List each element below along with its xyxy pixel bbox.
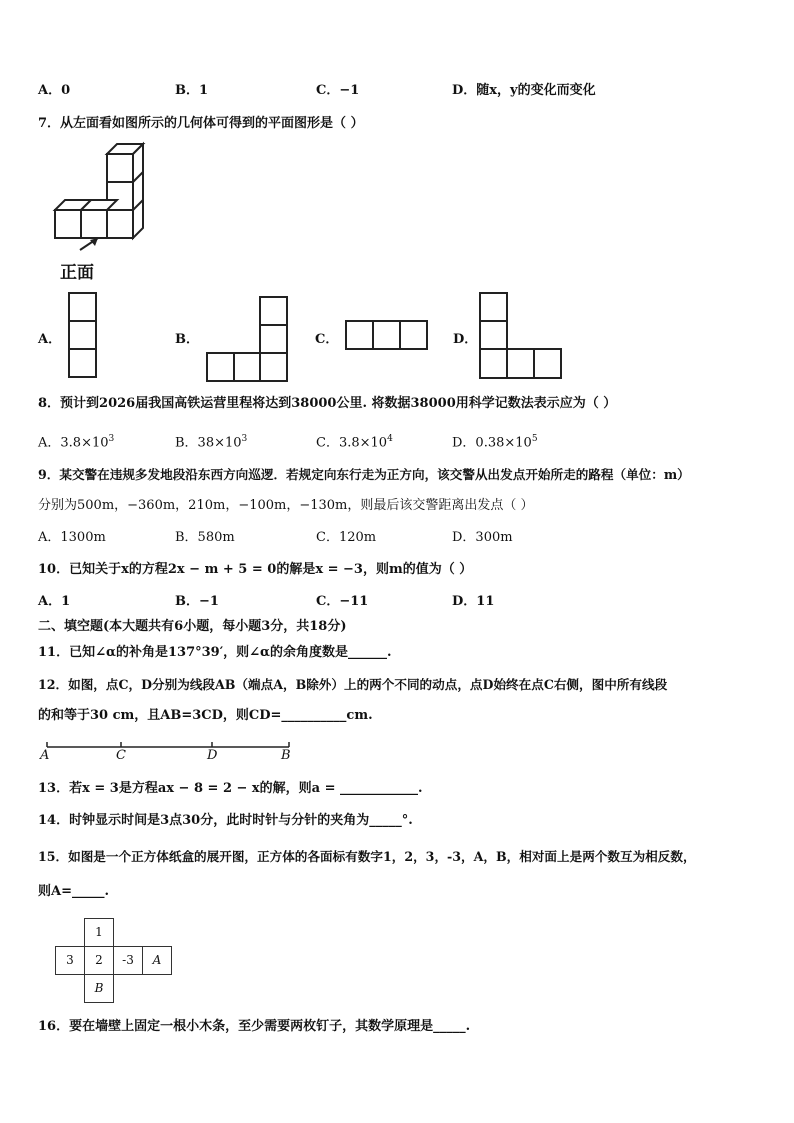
q12-segment-diagram [38,738,298,768]
q13-stem: 13．若x = 3是方程ax − 8 = 2 − x的解，则a = ____________. [38,781,423,796]
q12-line2: 的和等于30 cm，且AB=3CD，则CD=__________cm. [38,708,373,723]
q10-option-c: C．−11 [316,594,369,609]
net-cell-bottom: B [84,974,114,1003]
q9-option-b: B．580m [175,530,235,545]
net-cell-top: 1 [84,918,114,947]
q7-stem: 7．从左面看如图所示的几何体可得到的平面图形是（ ） [38,116,364,131]
q7-option-d-figure [477,290,565,382]
point-d-label: D [207,748,218,763]
q9-stem-line1: 9．某交警在违规多发地段沿东西方向巡逻．若规定向东行走为正方向，该交警从出发点开始所走的路程（单位：m） [38,467,690,482]
q6-option-d: D．随x，y的变化而变化 [452,83,596,98]
q10-stem: 10．已知关于x的方程2x − m + 5 = 0的解是x = −3，则m的值为（ ） [38,562,473,577]
q8-option-d: D．$0.38\times 10^5$ [452,434,538,451]
cube-net [55,918,173,1004]
point-b-label: B [281,748,291,763]
q6-option-c: C．−1 [316,83,360,98]
q8-option-a: A．$3.8\times 10^3$ [38,434,115,451]
net-cell-right1: -3 [113,946,143,975]
q7-option-c-figure [343,318,431,354]
front-label: 正面 [60,263,94,283]
q16-stem: 16．要在墙壁上固定一根小木条，至少需要两枚钉子，其数学原理是_____. [38,1019,471,1034]
q6-option-a: A．0 [38,83,71,98]
q7-option-c-label: C． [315,332,339,347]
q8-stem: 8．预计到2026届我国高铁运营里程将达到38000公里. 将数据38000用科学记数法表示应为（ ） [38,396,617,411]
q12-line1: 12．如图，点C，D分别为线段AB（端点A，B除外）上的两个不同的动点，点D始终在点C右侧，图中所有线段 [38,677,668,692]
q8-option-b: B．$38\times 10^3$ [175,434,248,451]
q9-stem-line2: 分别为500m，−360m，210m，−100m，−130m，则最后该交警距离出发点（ ） [38,498,534,513]
q15-line2: 则A=_____. [38,884,110,899]
q14-stem: 14．时钟显示时间是3点30分，此时时针与分针的夹角为_____°. [38,813,413,828]
net-cell-center: 2 [84,946,114,975]
net-cell-right2: A [142,946,172,975]
q8-option-c: C．$3.8\times 10^4$ [316,434,393,451]
q10-option-b: B．−1 [175,594,219,609]
q7-option-d-label: D． [453,332,478,347]
q9-option-c: C．120m [316,530,377,545]
net-cell-left: 3 [55,946,85,975]
q7-option-a-figure [66,290,102,382]
q7-option-b-figure [204,295,294,385]
q6-option-b: B．1 [175,83,209,98]
q7-option-a-label: A． [38,332,62,347]
q9-option-a: A．1300m [38,530,106,545]
q10-option-a: A．1 [38,594,71,609]
q11-stem: 11．已知∠α的补角是137°39′，则∠α的余角度数是______. [38,645,392,660]
q9-option-d: D．300m [452,530,513,545]
q7-option-b-label: B． [175,332,199,347]
point-a-label: A [40,748,50,763]
q10-option-d: D．11 [452,594,495,609]
q15-line1: 15．如图是一个正方体纸盒的展开图，正方体的各面标有数字1，2，3，-3，A，B，相对面上是两个数互为相反数， [38,849,696,864]
section-2-heading: 二、填空题(本大题共有6小题，每小题3分，共18分) [38,619,347,634]
point-c-label: C [116,748,126,763]
